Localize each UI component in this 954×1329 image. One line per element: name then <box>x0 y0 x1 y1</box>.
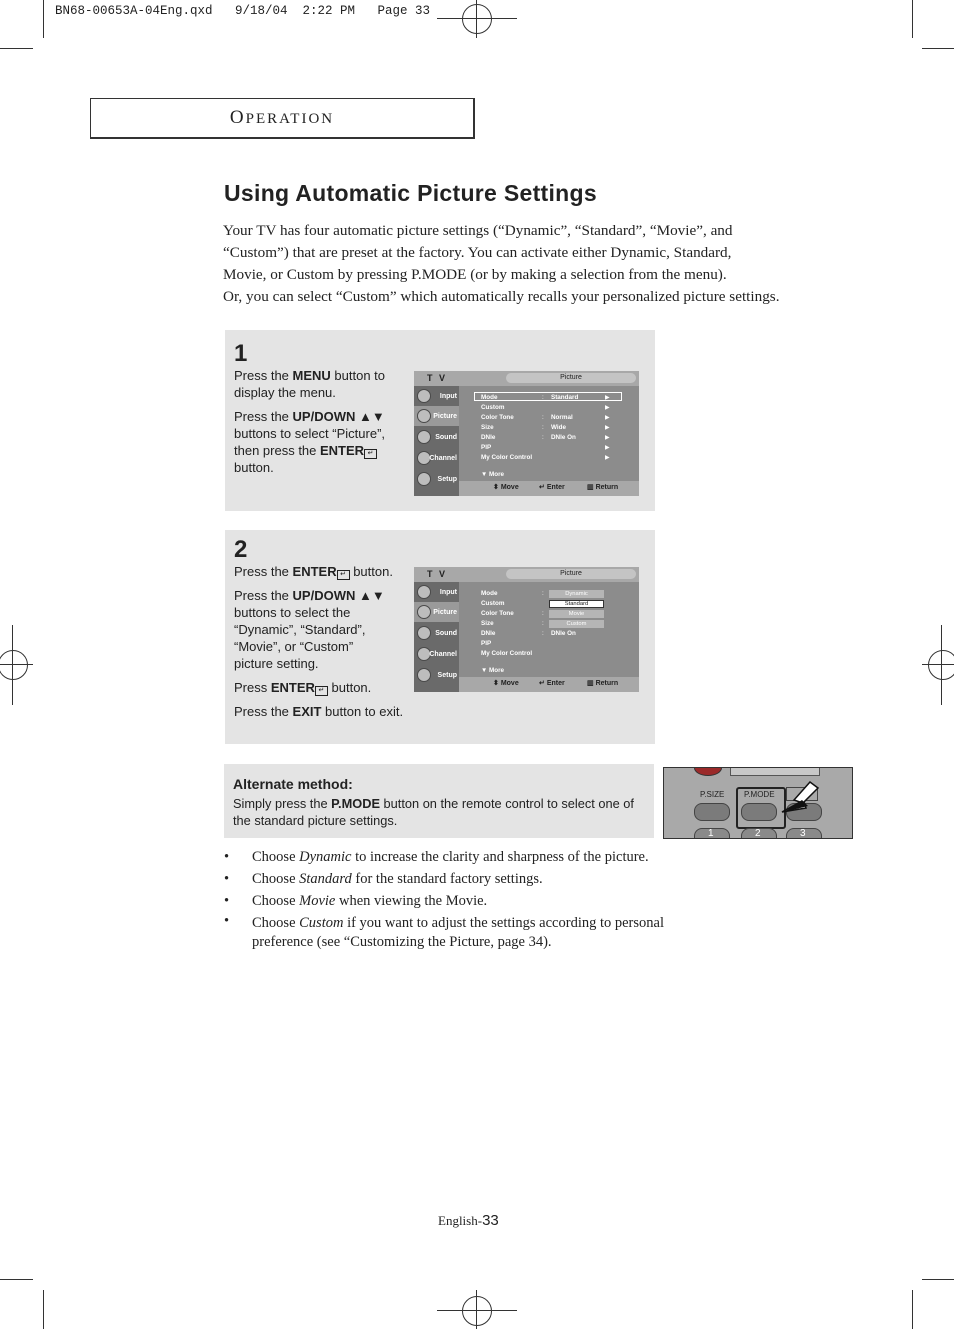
crop-mark <box>43 0 44 38</box>
menu-row: My Color Control <box>481 650 533 657</box>
registration-mark <box>12 625 13 705</box>
menu-row: Size <box>481 424 494 431</box>
move-icon: ⬍ <box>493 484 499 491</box>
enter-icon: ↵ <box>539 680 545 687</box>
option-custom: Custom <box>549 620 604 628</box>
list-item: • Choose Custom if you want to adjust the settings according to personal preference (see “Customizing the Picture, page 34). <box>224 913 664 950</box>
picture-icon <box>417 605 431 619</box>
number-key-1: 1 <box>694 828 730 839</box>
menu-row: DNIe <box>481 630 496 637</box>
intro-paragraph <box>223 220 863 308</box>
menu-sidebar <box>414 386 459 496</box>
menu-row: Custom <box>481 404 505 411</box>
pointer-arrow-icon <box>780 780 822 814</box>
tv-label: T V <box>427 569 448 579</box>
sidebar-item-setup: Setup <box>414 665 459 685</box>
power-button <box>694 767 722 776</box>
step-2-panel <box>225 530 655 744</box>
step-1-text: Press the MENU button to display the menu. Press the UP/DOWN ▲▼ buttons to select “Picture”, then press the ENTER ↵ button. <box>234 368 386 475</box>
intro-line: Movie, or Custom by pressing P.MODE (or by making a selection from the menu). <box>223 266 727 283</box>
up-down-arrows-icon: ▲▼ <box>359 409 385 424</box>
sidebar-item-input: Input <box>414 582 459 602</box>
menu-row: DNIe <box>481 434 496 441</box>
option-dynamic: Dynamic <box>549 590 604 598</box>
sound-icon <box>417 626 431 640</box>
menu-more: ▼ More <box>481 667 505 674</box>
step-number: 1 <box>234 340 248 367</box>
remote-panel <box>730 767 820 776</box>
menu-bottom-bar: ⬍ Move ↵ Enter ▥ Return <box>459 677 639 692</box>
menu-header: Picture <box>506 569 636 579</box>
enter-icon: ↵ <box>337 570 350 580</box>
pmode-button <box>741 803 777 821</box>
right-arrow-icon: ▶ <box>605 445 610 451</box>
registration-mark <box>0 650 28 680</box>
menu-top-bar <box>414 567 639 582</box>
right-arrow-icon: ▶ <box>605 435 610 441</box>
option-standard: Standard <box>549 600 604 608</box>
tv-menu-screenshot: T V Picture Input Picture Sound Channel Setup Mode Custom Color Tone Size DNIe PIP My Color Control : : : : Dynamic Standard Movie Custom DNIe On ▼ More ⬍ Move ↵ Enter ▥ Return <box>414 567 639 692</box>
registration-mark <box>462 1296 492 1326</box>
psize-label: P.SIZE <box>700 790 725 799</box>
alternate-method-text: Simply press the P.MODE button on the remote control to select one of the standard picture settings. <box>233 796 634 828</box>
tv-menu-screenshot: T V Picture Input Picture Sound Channel Setup Mode Custom Color Tone Size DNIe PIP My Color Control : : : : Standard Normal Wide DNIe On ▶ ▶ ▶ ▶ ▶ ▶ ▶ ▼ More ⬍ Move ↵ Enter ▥ Return <box>414 371 639 496</box>
menu-row: Mode <box>481 394 498 401</box>
section-title-initial: O <box>229 107 246 128</box>
menu-bottom-bar: ⬍ Move ↵ Enter ▥ Return <box>459 481 639 496</box>
print-header: BN68-00653A-04Eng.qxd 9/18/04 2:22 PM Page 33 <box>55 4 431 18</box>
intro-line: “Custom”) that are preset at the factory. You can activate either Dynamic, Standard, <box>223 244 732 261</box>
sidebar-item-sound: Sound <box>414 427 459 447</box>
list-item: • Choose Movie when viewing the Movie. <box>224 893 488 909</box>
list-item: • Choose Dynamic to increase the clarity and sharpness of the picture. <box>224 849 649 865</box>
registration-mark <box>462 4 492 34</box>
registration-mark <box>437 1310 517 1311</box>
menu-value: Wide <box>551 424 566 431</box>
menu-value: Standard <box>551 394 579 401</box>
step-number: 2 <box>234 536 248 563</box>
return-icon: ▥ <box>587 680 594 687</box>
right-arrow-icon: ▶ <box>605 425 610 431</box>
menu-value: DNIe On <box>551 434 576 441</box>
intro-line: Or, you can select “Custom” which automatically recalls your personalized picture settings. <box>223 288 780 305</box>
list-item: • Choose Standard for the standard factory settings. <box>224 871 543 887</box>
enter-icon: ↵ <box>315 686 328 696</box>
sidebar-item-channel: Channel <box>414 644 459 664</box>
right-arrow-icon: ▶ <box>605 455 610 461</box>
menu-row: Color Tone <box>481 610 514 617</box>
crop-mark <box>0 1279 33 1280</box>
alternate-method-panel <box>224 764 654 838</box>
crop-mark <box>0 48 33 49</box>
crop-mark <box>922 48 954 49</box>
setup-icon <box>417 472 431 486</box>
menu-row: Color Tone <box>481 414 514 421</box>
menu-row: Custom <box>481 600 505 607</box>
right-arrow-icon: ▶ <box>605 405 610 411</box>
sidebar-item-picture: Picture <box>414 602 459 622</box>
sidebar-item-sound: Sound <box>414 623 459 643</box>
input-icon <box>417 585 431 599</box>
registration-mark <box>476 0 477 38</box>
crop-mark <box>912 1290 913 1329</box>
menu-row: Size <box>481 620 494 627</box>
menu-value: Normal <box>551 414 573 421</box>
registration-mark <box>922 664 954 665</box>
return-icon: ▥ <box>587 484 594 491</box>
menu-row: PIP <box>481 444 492 451</box>
page-number: 33 <box>482 1212 499 1229</box>
menu-top-bar <box>414 371 639 386</box>
setup-icon <box>417 668 431 682</box>
sidebar-item-channel: Channel <box>414 448 459 468</box>
number-key-3: 3 <box>786 828 822 839</box>
page-title: Using Automatic Picture Settings <box>224 180 597 206</box>
menu-row: Mode <box>481 590 498 597</box>
move-icon: ⬍ <box>493 680 499 687</box>
menu-header: Picture <box>506 373 636 383</box>
remote-control-image <box>663 767 853 839</box>
step-2-text: Press the ENTER ↵ button. Press the UP/DOWN ▲▼ buttons to select the “Dynamic”, “Standard”, “Movie”, or “Custom” picture setting. Press ENTER ↵ button. Press the EXIT button to exit. <box>234 564 404 719</box>
picture-icon <box>417 409 431 423</box>
crop-mark <box>912 0 913 38</box>
pmode-label: P.MODE <box>744 790 775 799</box>
sound-icon <box>417 430 431 444</box>
bullet-list <box>222 846 722 952</box>
tv-label: T V <box>427 373 448 383</box>
enter-icon: ↵ <box>364 449 377 459</box>
section-header-box <box>90 98 475 139</box>
option-movie: Movie <box>549 610 604 618</box>
section-title-rest: PERATION <box>245 111 335 127</box>
menu-row: PIP <box>481 640 492 647</box>
sidebar-item-setup: Setup <box>414 469 459 489</box>
enter-icon: ↵ <box>539 484 545 491</box>
psize-button <box>694 803 730 821</box>
crop-mark <box>43 1290 44 1329</box>
input-icon <box>417 389 431 403</box>
menu-more: ▼ More <box>481 471 505 478</box>
page-footer: English-33 <box>438 1212 499 1229</box>
crop-mark <box>922 1279 954 1280</box>
registration-mark <box>941 625 942 705</box>
registration-mark <box>437 18 517 19</box>
registration-mark <box>476 1290 477 1329</box>
step-1-panel <box>225 330 655 511</box>
right-arrow-icon: ▶ <box>605 415 610 421</box>
menu-sidebar <box>414 582 459 692</box>
menu-row: My Color Control <box>481 454 533 461</box>
registration-mark <box>0 664 33 665</box>
section-title <box>91 107 473 129</box>
up-down-arrows-icon: ▲▼ <box>359 588 385 603</box>
number-key-2: 2 <box>741 828 777 839</box>
sidebar-item-picture: Picture <box>414 406 459 426</box>
intro-line: Your TV has four automatic picture settings (“Dynamic”, “Standard”, “Movie”, and <box>223 222 733 239</box>
menu-value: DNIe On <box>551 630 576 637</box>
sidebar-item-input: Input <box>414 386 459 406</box>
right-arrow-icon: ▶ <box>605 395 610 401</box>
alternate-method-title: Alternate method: <box>233 776 353 792</box>
